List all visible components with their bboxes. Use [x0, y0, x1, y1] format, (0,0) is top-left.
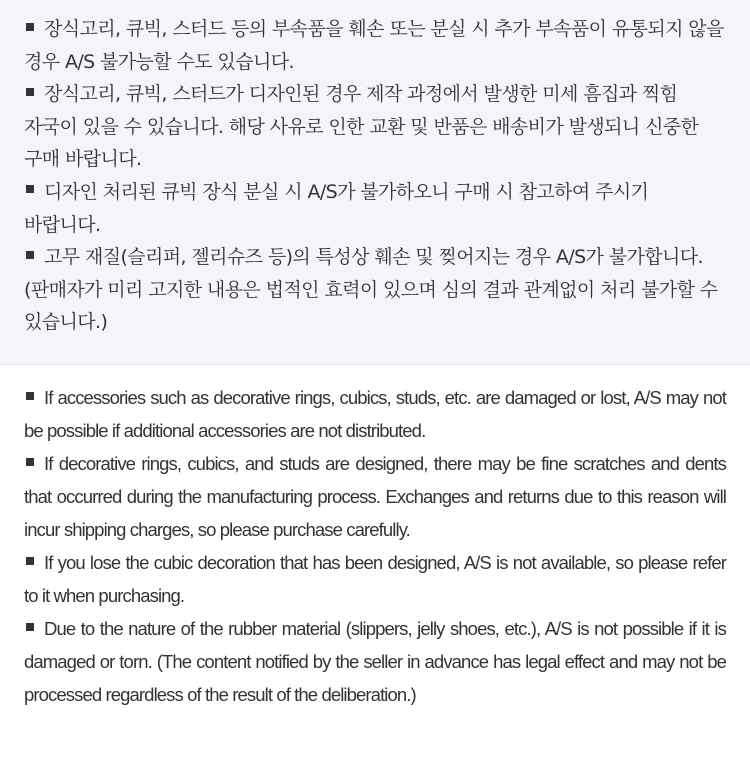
korean-notice-item — [24, 241, 726, 339]
square-bullet-icon — [26, 88, 34, 96]
square-bullet-icon — [26, 23, 34, 31]
english-notice-item — [24, 447, 726, 546]
square-bullet-icon — [26, 392, 34, 400]
square-bullet-icon — [26, 251, 34, 259]
english-notice-item — [24, 546, 726, 612]
english-notice-text: Due to the nature of the rubber material (slippers, jelly shoes, etc.), A/S is not possible if it is damaged or torn. (The content notified by the seller in advance has legal effect and may not be processed regardless of the result of the deliberation.) — [24, 618, 726, 705]
square-bullet-icon — [26, 623, 34, 631]
square-bullet-icon — [26, 557, 34, 565]
english-notice-text: If decorative rings, cubics, and studs are designed, there may be fine scratches and dents that occurred during the manufacturing process. Exchanges and returns due to this reason will incur shipping charges, so please purchase carefully. — [24, 453, 726, 540]
english-notice-item — [24, 381, 726, 447]
korean-notice-text: 고무 재질(슬리퍼, 젤리슈즈 등)의 특성상 훼손 및 찢어지는 경우 A/S가 불가합니다. (판매자가 미리 고지한 내용은 법적인 효력이 있으며 심의 결과 관계없이 처리 불가할 수 있습니다.) — [24, 246, 718, 334]
english-notice-item — [24, 612, 726, 711]
square-bullet-icon — [26, 458, 34, 466]
korean-notice-text: 디자인 처리된 큐빅 장식 분실 시 A/S가 불가하오니 구매 시 참고하여 주시기 바랍니다. — [24, 180, 649, 236]
korean-notice-text: 장식고리, 큐빅, 스터드가 디자인된 경우 제작 과정에서 발생한 미세 흠집과 찍힘 자국이 있을 수 있습니다. 해당 사유로 인한 교환 및 반품은 배송비가 발생되니 신중한 구매 바랍니다. — [24, 83, 699, 171]
english-notice-text: If you lose the cubic decoration that has been designed, A/S is not available, so please refer to it when purchasing. — [24, 552, 726, 606]
korean-notice-item — [24, 78, 726, 176]
korean-notice-text: 장식고리, 큐빅, 스터드 등의 부속품을 훼손 또는 분실 시 추가 부속품이 유통되지 않을 경우 A/S 불가능할 수도 있습니다. — [24, 18, 724, 73]
korean-notice-item — [24, 13, 726, 78]
english-notice-text: If accessories such as decorative rings, cubics, studs, etc. are damaged or lost, A/S may not be possible if additional accessories are not distributed. — [24, 387, 726, 441]
english-notice-section — [0, 364, 750, 760]
square-bullet-icon — [26, 185, 34, 193]
korean-notice-section — [0, 0, 750, 364]
korean-notice-item — [24, 176, 726, 241]
